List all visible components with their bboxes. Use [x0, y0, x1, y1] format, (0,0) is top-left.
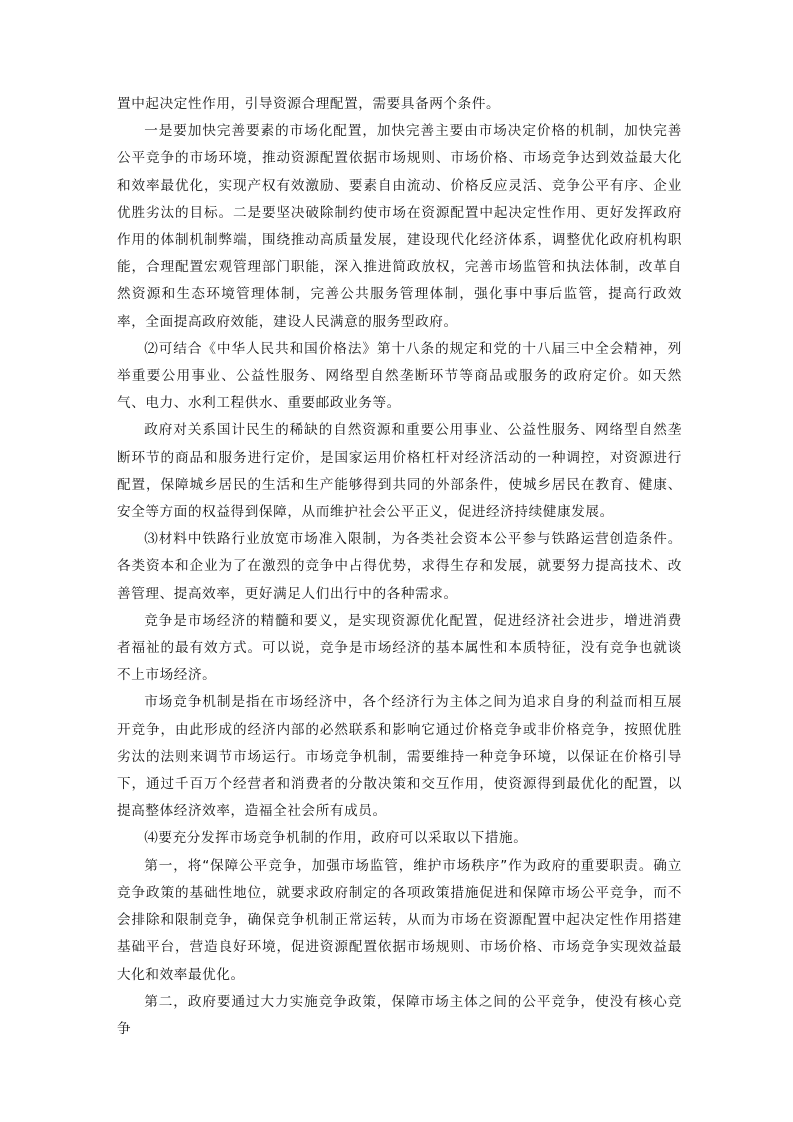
paragraph-answer-2: ⑵可结合《中华人民共和国价格法》第十八条的规定和党的十八届三中全会精神，列举重要公用事业、公益性服务、网络型自然垄断环节等商品或服务的政府定价。如天然气、电力、水利工程供水、重要邮政业务等。: [117, 340, 682, 412]
paragraph-answer-4: ⑷要充分发挥市场竞争机制的作用，政府可以采取以下措施。: [144, 830, 528, 847]
paragraph-continuation: 置中起决定性作用，引导资源合理配置，需要具备两个条件。: [117, 96, 501, 112]
paragraph-answer-3: ⑶材料中铁路行业放宽市场准入限制，为各类社会资本公平参与铁路运营创造条件。各类资本和企业为了在激烈的竞争中占得优势，求得生存和发展，就要努力提高技术、改善管理、提高效率，更好满足人们出行中的各种需求。: [117, 531, 682, 602]
paragraph-government-pricing: 政府对关系国计民生的稀缺的自然资源和重要公用事业、公益性服务、网络型自然垄断环节的商品和服务进行定价，是国家运用价格杠杆对经济活动的一种调控，对资源进行配置，保障城乡居民的生活和生产能够得到共同的外部条件，使城乡居民在教育、健康、安全等方面的权益得到保障，从而维护社会公平正义，促进经济持续健康发展。: [117, 422, 682, 521]
paragraph-measure-first: 第一，将“保障公平竞争，加强市场监管，维护市场秩序”作为政府的重要职责。确立竞争政策的基础性地位，就要求政府制定的各项政策措施促进和保障市场公平竞争，而不会排除和限制竞争，确保竞争机制正常运转，从而为市场在资源配置中起决定性作用搭建基础平台，营造良好环境，促进资源配置依据市场规则、市场价格、市场竞争实现效益最大化和效率最优化。: [117, 857, 682, 983]
paragraph-measure-second: 第二，政府要通过大力实施竞争政策，保障市场主体之间的公平竞争，使没有核心竞争: [117, 993, 682, 1037]
paragraph-competition-essence: 竞争是市场经济的精髓和要义，是实现资源优化配置，促进经济社会进步，增进消费者福祉的最有效方式。可以说，竞争是市场经济的基本属性和本质特征，没有竞争也就谈不上市场经济。: [117, 612, 682, 684]
paragraph-competition-mechanism: 市场竞争机制是指在市场经济中，各个经济行为主体之间为追求自身的利益而相互展开竞争，由此形成的经济内部的必然联系和影响它通过价格竞争或非价格竞争，按照优胜劣汰的法则来调节市场运行。市场竞争机制，需要维持一种竞争环境，以保证在价格引导下，通过千百万个经营者和消费者的分散决策和交互作用，使资源得到最优化的配置，以提高整体经济效率，造福全社会所有成员。: [117, 694, 682, 820]
paragraph-two-conditions: 一是要加快完善要素的市场化配置，加快完善主要由市场决定价格的机制，加快完善公平竞争的市场环境，推动资源配置依据市场规则、市场价格、市场竞争达到效益最大化和效率最优化，实现产权有效激励、要素自由流动、价格反应灵活、竞争公平有序、企业优胜劣汰的目标。二是要坚决破除制约使市场在资源配置中起决定性作用、更好发挥政府作用的体制机制弊端，围绕推动高质量发展，建设现代化经济体系，调整优化政府机构职能，合理配置宏观管理部门职能，深入推进简政放权，完善市场监管和执法体制，改革自然资源和生态环境管理体制，完善公共服务管理体制，强化事中事后监管，提高行政效率，全面提高政府效能，建设人民满意的服务型政府。: [117, 123, 682, 330]
document-body: [117, 91, 682, 1043]
